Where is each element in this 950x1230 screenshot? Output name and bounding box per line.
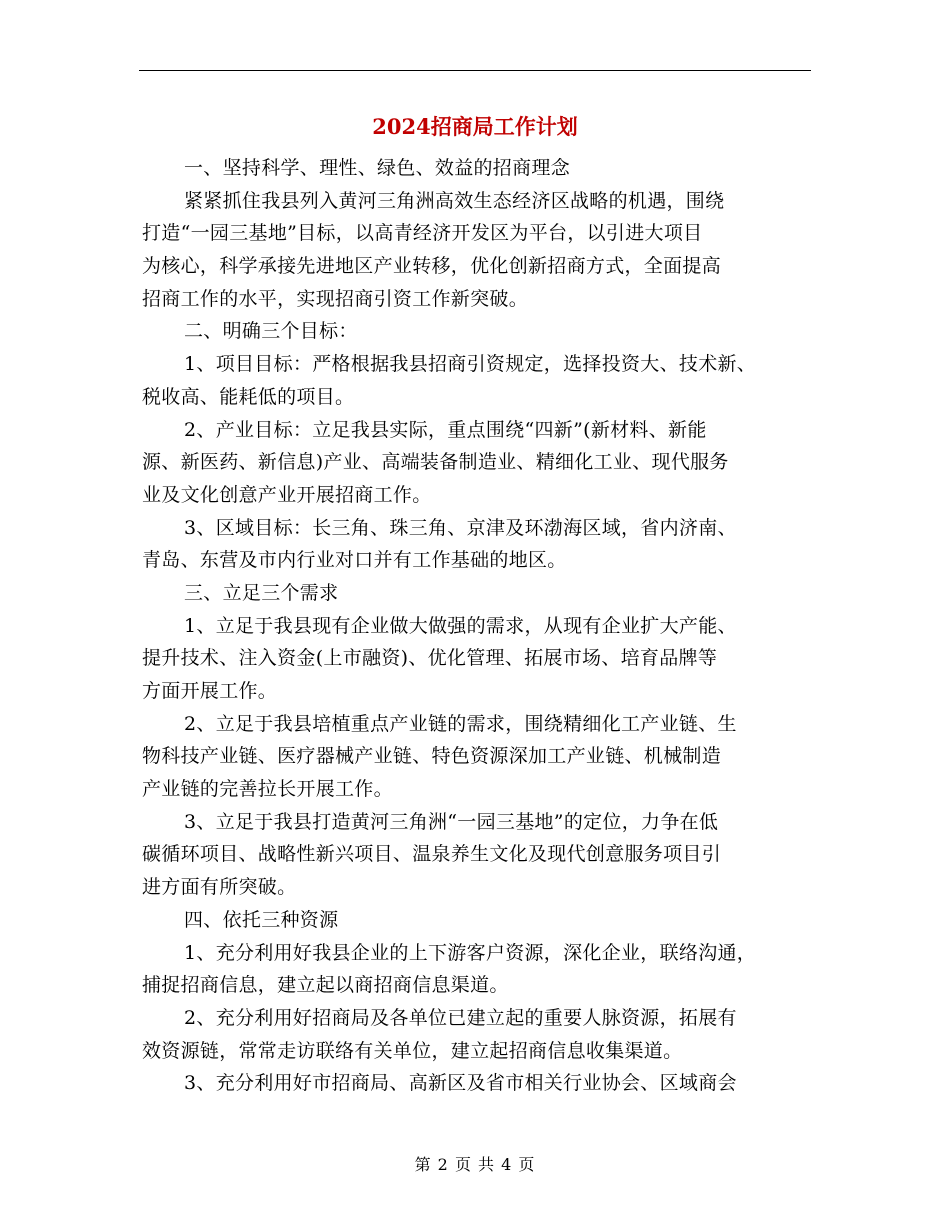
paragraph-line: 2、立足于我县培植重点产业链的需求，围绕精细化工产业链、生 — [184, 712, 737, 735]
paragraph-line: 产业链的完善拉长开展工作。 — [142, 778, 393, 801]
paragraph-line: 1、立足于我县现有企业做大做强的需求，从现有企业扩大产能、 — [184, 614, 737, 637]
paragraph-line: 1、项目目标：严格根据我县招商引资规定，选择投资大、技术新、 — [184, 353, 757, 376]
paragraph-line: 紧紧抓住我县列入黄河三角洲高效生态经济区战略的机遇，围绕 — [184, 189, 725, 212]
paragraph-line: 3、充分利用好市招商局、高新区及省市相关行业协会、区域商会 — [184, 1072, 737, 1095]
paragraph-line: 招商工作的水平，实现招商引资工作新突破。 — [142, 287, 529, 310]
paragraph-line: 提升技术、注入资金(上市融资)、优化管理、拓展市场、培育品牌等 — [142, 647, 718, 670]
paragraph-line: 为核心，科学承接先进地区产业转移，优化创新招商方式，全面提高 — [142, 255, 722, 278]
paragraph-line: 进方面有所突破。 — [142, 876, 297, 899]
paragraph-line: 物科技产业链、医疗器械产业链、特色资源深加工产业链、机械制造 — [142, 745, 722, 768]
paragraph-line: 三、立足三个需求 — [184, 581, 339, 604]
paragraph-line: 3、立足于我县打造黄河三角洲“一园三基地”的定位，力争在低 — [184, 810, 719, 833]
paragraph-line: 青岛、东营及市内行业对口并有工作基础的地区。 — [142, 549, 567, 572]
paragraph-line: 源、新医药、新信息)产业、高端装备制造业、精细化工业、现代服务 — [142, 451, 729, 474]
paragraph-line: 税收高、能耗低的项目。 — [142, 385, 355, 408]
paragraph-line: 捕捉招商信息，建立起以商招商信息渠道。 — [142, 974, 509, 997]
document-body — [142, 152, 826, 1100]
header-rule — [139, 70, 811, 71]
paragraph-line: 四、依托三种资源 — [184, 908, 339, 931]
paragraph-line: 2、充分利用好招商局及各单位已建立起的重要人脉资源，拓展有 — [184, 1006, 737, 1029]
paragraph-line: 效资源链，常常走访联络有关单位，建立起招商信息收集渠道。 — [142, 1039, 683, 1062]
page-number: 第 2 页 共 4 页 — [414, 1155, 536, 1174]
paragraph-line: 一、坚持科学、理性、绿色、效益的招商理念 — [184, 157, 571, 179]
paragraph-line: 3、区域目标：长三角、珠三角、京津及环渤海区域，省内济南、 — [184, 516, 737, 539]
paragraph-line: 碳循环项目、战略性新兴项目、温泉养生文化及现代创意服务项目引 — [142, 843, 722, 866]
paragraph-line: 打造“一园三基地”目标，以高青经济开发区为平台，以引进大项目 — [142, 222, 703, 245]
paragraph-line: 业及文化创意产业开展招商工作。 — [142, 483, 432, 506]
document-title: 2024招商局工作计划 — [372, 114, 578, 139]
paragraph-line: 1、充分利用好我县企业的上下游客户资源，深化企业，联络沟通， — [184, 941, 757, 964]
paragraph-line: 二、明确三个目标： — [184, 320, 358, 343]
paragraph-line: 2、产业目标：立足我县实际，重点围绕“四新”(新材料、新能 — [184, 418, 707, 441]
paragraph-line: 方面开展工作。 — [142, 680, 278, 702]
